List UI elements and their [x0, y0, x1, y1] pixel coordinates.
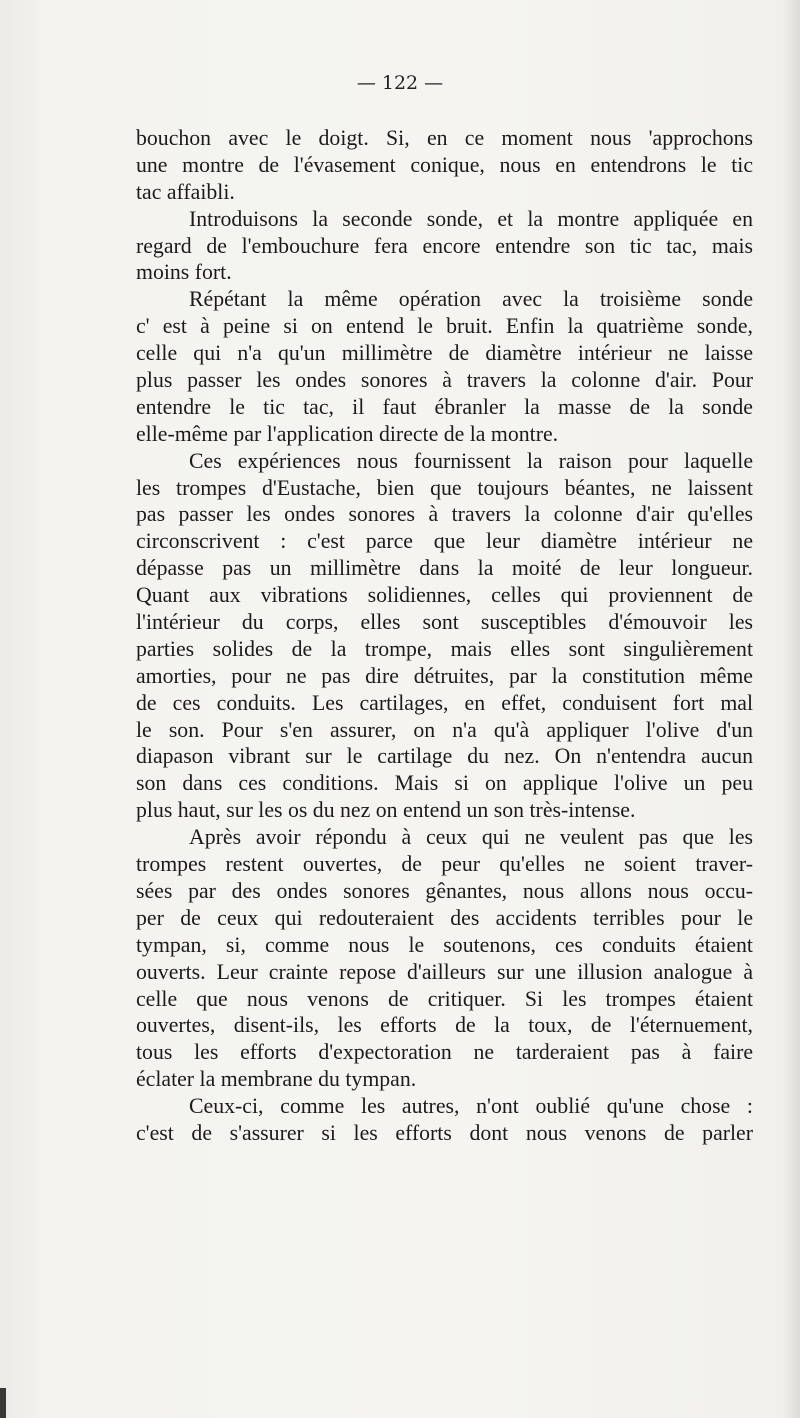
text-line: trompes restent ouvertes, de peur qu'elles ne soient traver- [136, 852, 753, 877]
text-line: sées par des ondes sonores gênantes, nous allons nous occu- [136, 878, 753, 903]
page-edge-shadow [782, 0, 800, 1418]
text-line: plus haut, sur les os du nez on entend un son très-intense. [136, 798, 636, 823]
text-line: pas passer les ondes sonores à travers la colonne d'air qu'elles [136, 502, 753, 527]
text-line: l'intérieur du corps, elles sont susceptibles d'émouvoir les [136, 610, 753, 635]
text-line: les trompes d'Eustache, bien que toujours béantes, ne laissent [136, 475, 753, 500]
text-line: diapason vibrant sur le cartilage du nez. On n'entendra aucun [136, 744, 753, 769]
text-line: plus passer les ondes sonores à travers la colonne d'air. Pour [136, 368, 753, 393]
text-line: Répétant la même opération avec la troisième sonde [189, 287, 753, 312]
text-line: circonscrivent : c'est parce que leur diamètre intérieur ne [136, 529, 753, 554]
text-line: Introduisons la seconde sonde, et la montre appliquée en [189, 206, 753, 231]
body-text [136, 125, 753, 1147]
page-number: — 122 — [356, 72, 444, 94]
scan-edge-mark [0, 1388, 6, 1418]
text-line: éclater la membrane du tympan. [136, 1067, 417, 1092]
text-line: parties solides de la trompe, mais elles sont singulièrement [136, 636, 753, 661]
text-line: ouverts. Leur crainte repose d'ailleurs sur une illusion analogue à [136, 959, 753, 984]
text-line: c' est à peine si on entend le bruit. Enfin la quatrième sonde, [136, 314, 753, 339]
text-line: celle qui n'a qu'un millimètre de diamètre intérieur ne laisse [136, 341, 753, 366]
text-line: une montre de l'évasement conique, nous en entendrons le tic [136, 152, 753, 177]
text-line: c'est de s'assurer si les efforts dont nous venons de parler [136, 1120, 753, 1145]
text-line: entendre le tic tac, il faut ébranler la masse de la sonde [136, 394, 753, 419]
text-line: Quant aux vibrations solidiennes, celles qui proviennent de [136, 583, 753, 608]
text-line: tympan, si, comme nous le soutenons, ces conduits étaient [136, 932, 753, 957]
text-line: regard de l'embouchure fera encore entendre son tic tac, mais [136, 233, 753, 258]
text-line: de ces conduits. Les cartilages, en effet, conduisent fort mal [136, 690, 753, 715]
text-line: celle que nous venons de critiquer. Si les trompes étaient [136, 986, 753, 1011]
text-line: Ces expériences nous fournissent la raison pour laquelle [189, 448, 753, 473]
text-line: Après avoir répondu à ceux qui ne veulent pas que les [189, 825, 753, 850]
text-line: per de ceux qui redouteraient des accidents terribles pour le [136, 905, 753, 930]
text-line: Ceux-ci, comme les autres, n'ont oublié qu'une chose : [189, 1094, 753, 1119]
text-line: moins fort. [136, 260, 232, 285]
text-line: tac affaibli. [136, 179, 235, 204]
text-line: dépasse pas un millimètre dans la moité de leur longueur. [136, 556, 753, 581]
text-line: amorties, pour ne pas dire détruites, par la constitution même [136, 663, 753, 688]
text-line: le son. Pour s'en assurer, on n'a qu'à appliquer l'olive d'un [136, 717, 753, 742]
text-line: ouvertes, disent-ils, les efforts de la toux, de l'éternuement, [136, 1013, 753, 1038]
text-line: tous les efforts d'expectoration ne tarderaient pas à faire [136, 1040, 753, 1065]
text-line: son dans ces conditions. Mais si on applique l'olive un peu [136, 771, 753, 796]
text-line: bouchon avec le doigt. Si, en ce moment nous 'approchons [136, 126, 753, 150]
text-line: elle-même par l'application directe de la montre. [136, 421, 559, 446]
